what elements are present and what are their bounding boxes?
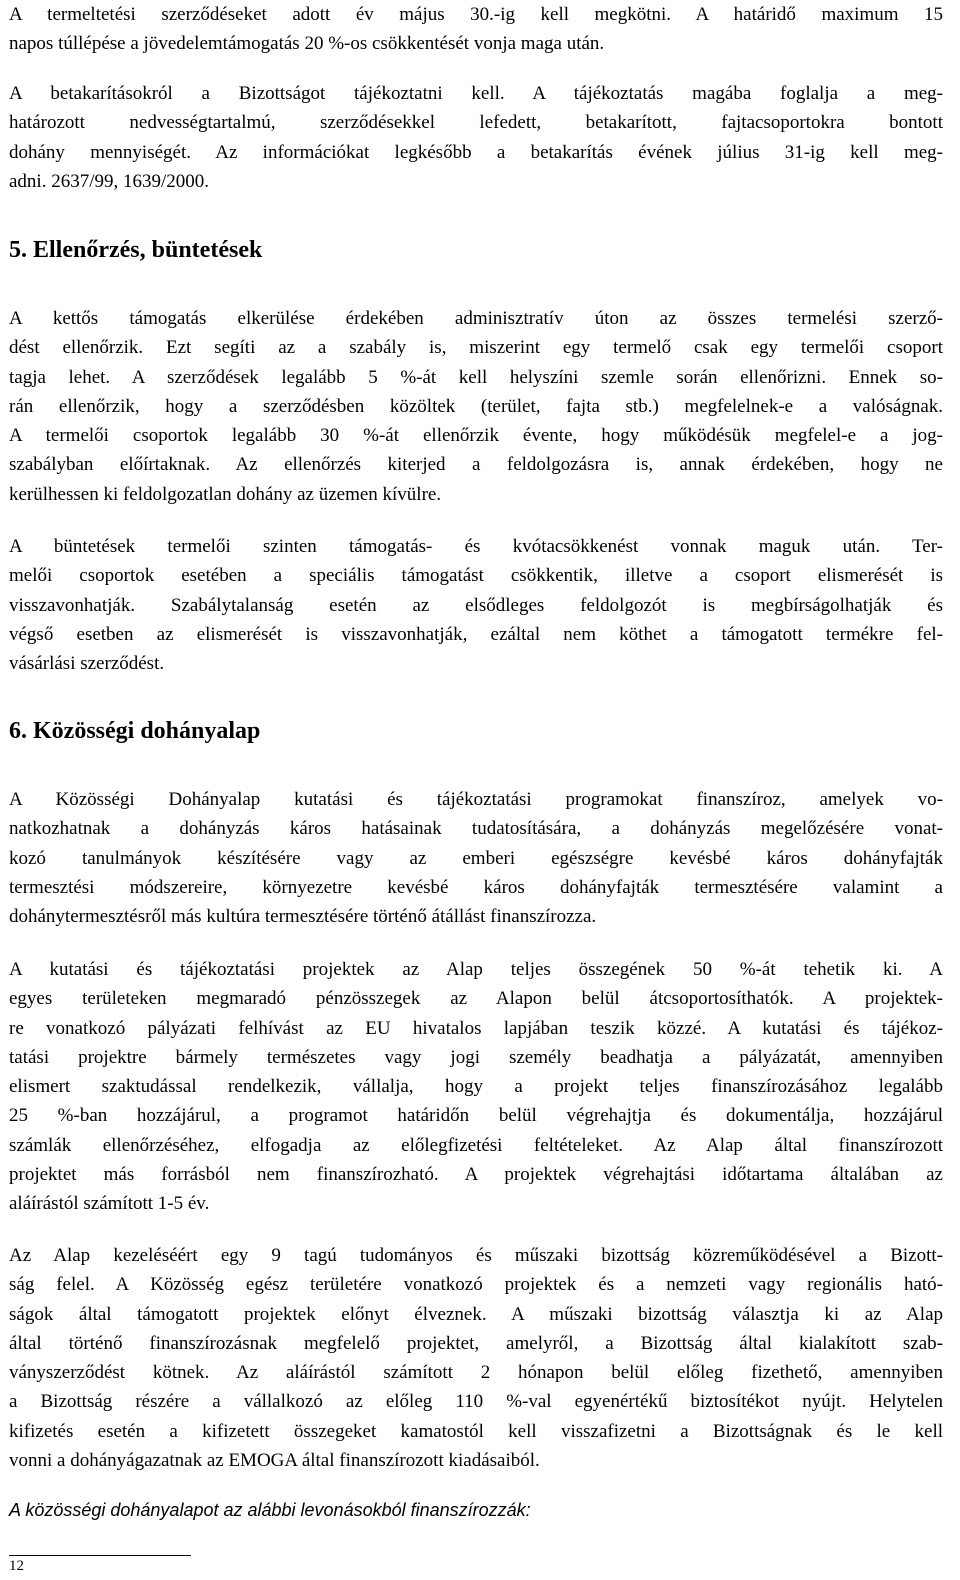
text-line: szabályban előírtaknak. Az ellenőrzés kiterjed a feldolgozásra is, annak érdekében, hogy ne [9, 454, 943, 476]
text-line: A termeltetési szerződéseket adott év május 30.-ig kell megkötni. A határidő maximum 15 [9, 4, 943, 25]
text-line: elismert szaktudással rendelkezik, vállalja, hogy a projekt teljes finanszírozásához legalább [9, 1076, 943, 1098]
text-line: A betakarításokról a Bizottságot tájékoztatni kell. A tájékoztatás magába foglalja a meg- [9, 83, 943, 104]
text-line: Az Alap kezeléséért egy 9 tagú tudományos és műszaki bizottság közreműködésével a Bizott- [9, 1245, 943, 1266]
text-line: tagja lehet. A szerződések legalább 5 %-át kell helyszíni szemle során ellenőrizni. Ennek so- [9, 366, 943, 388]
paragraph-contract-deadline [9, 0, 943, 59]
text-line: adni. 2637/99, 1639/2000. [9, 170, 210, 192]
text-line: dohány mennyiségét. Az információkat legkésőbb a betakarítás évének július 31-ig kell meg- [9, 141, 943, 163]
text-line: ságok által támogatott projektek előnyt élveznek. A műszaki bizottság választja ki az Alap [9, 1303, 943, 1325]
paragraph-fund-financing [9, 785, 943, 931]
text-line: natkozhatnak a dohányzás káros hatásainak tudatosítására, a dohányzás megelőzésére vonat- [9, 818, 943, 840]
text-line: re vonatkozó pályázati felhívást az EU hivatalos lapjában teszik közzé. A kutatási és tájékoz- [9, 1017, 943, 1039]
text-line: dohánytermesztésről más kultúra termesztésére történő átállást finanszírozza. [9, 906, 597, 928]
text-line: A büntetések termelői szinten támogatás- és kvótacsökkenést vonnak maguk után. Ter- [9, 536, 943, 557]
text-line: ványszerződést kötnek. Az aláírástól számított 2 hónapon belül előleg fizethető, amennyiben [9, 1362, 943, 1384]
text-line: A termelői csoportok legalább 30 %-át ellenőrzik évente, hogy működésük megfelel-e a jog- [9, 425, 943, 447]
footer-rule [9, 1555, 191, 1556]
text-line: vásárlási szerződést. [9, 653, 165, 675]
text-line: rán ellenőrzik, hogy a szerződésben közöltek (terület, fajta stb.) megfelelnek-e a valóságnak. [9, 395, 943, 417]
closing-line: A közösségi dohányalapot az alábbi levonásokból finanszírozzák: [9, 1500, 531, 1520]
text-line: napos túllépése a jövedelemtámogatás 20 %-os csökkentését vonja maga után. [9, 33, 605, 55]
section-heading-tobacco-fund: 6. Közösségi dohányalap [9, 718, 261, 744]
text-line: határozott nedvességtartalmú, szerződésekkel lefedett, betakarított, fajtacsoportokra bontott [9, 112, 943, 134]
text-line: termesztési módszereire, környezetre kevésbé káros dohányfajták termesztésére valamint a [9, 876, 943, 898]
text-line: kifizetés esetén a kifizetett összegeket kamatostól kell visszafizetni a Bizottságnak és le kell [9, 1420, 943, 1442]
text-line: ság felel. A Közösség egész területére vonatkozó projektek és a nemzeti vagy regionális ható- [9, 1274, 943, 1296]
text-line: melői csoportok esetében a speciális támogatást csökkentik, illetve a csoport elismerését is [9, 565, 943, 587]
paragraph-control [9, 304, 943, 509]
text-line: 25 %-ban hozzájárul, a programot határidőn belül végrehajtja és dokumentálja, hozzájárul [9, 1105, 943, 1127]
text-line: aláírástól számított 1-5 év. [9, 1193, 210, 1215]
paragraph-harvest-reporting [9, 79, 943, 196]
text-line: dést ellenőrzik. Ezt segíti az a szabály is, miszerint egy termelő csak egy termelői csoport [9, 337, 943, 359]
text-line: a Bizottság részére a vállalkozó az előleg 110 %-val egyenértékű biztosítékot nyújt. Helytelen [9, 1391, 943, 1413]
text-line: tatási projektre bármely természetes vagy jogi személy beadhatja a pályázatát, amennyiben [9, 1046, 943, 1068]
text-line: végső esetben az elismerését is visszavonhatják, ezáltal nem köthet a támogatott termékre fel- [9, 623, 943, 645]
section-heading-control-penalties: 5. Ellenőrzés, büntetések [9, 237, 263, 263]
paragraph-penalties [9, 532, 943, 678]
text-line: kozó tanulmányok készítésére vagy az emberi egészségre kevésbé káros dohányfajták [9, 847, 943, 869]
text-line: visszavonhatják. Szabálytalanság esetén az elsődleges feldolgozót is megbírságolhatják és [9, 594, 943, 616]
page-number: 12 [9, 1558, 24, 1574]
text-line: vonni a dohányágazatnak az EMOGA által finanszírozott kiadásaiból. [9, 1450, 540, 1472]
text-line: által történő finanszírozásnak megfelelő projektet, amelyről, a Bizottság által kialakított szab- [9, 1332, 943, 1354]
text-line: A kutatási és tájékoztatási projektek az Alap teljes összegének 50 %-át tehetik ki. A [9, 959, 943, 980]
text-line: projektet más forrásból nem finanszírozható. A projektek végrehajtási időtartama általában az [9, 1164, 943, 1186]
paragraph-research-projects [9, 955, 943, 1219]
text-line: kerülhessen ki feldolgozatlan dohány az üzemen kívülre. [9, 483, 442, 505]
paragraph-committee [9, 1241, 943, 1475]
text-line: A kettős támogatás elkerülése érdekében adminisztratív úton az összes termelési szerző- [9, 308, 943, 329]
text-line: számlák ellenőrzéséhez, elfogadja az előlegfizetési feltételeket. Az Alap által finanszírozott [9, 1134, 943, 1156]
text-line: egyes területeken megmaradó pénzösszegek az Alapon belül átcsoportosíthatók. A projektek- [9, 988, 943, 1010]
text-line: A Közösségi Dohányalap kutatási és tájékoztatási programokat finanszíroz, amelyek vo- [9, 789, 943, 810]
